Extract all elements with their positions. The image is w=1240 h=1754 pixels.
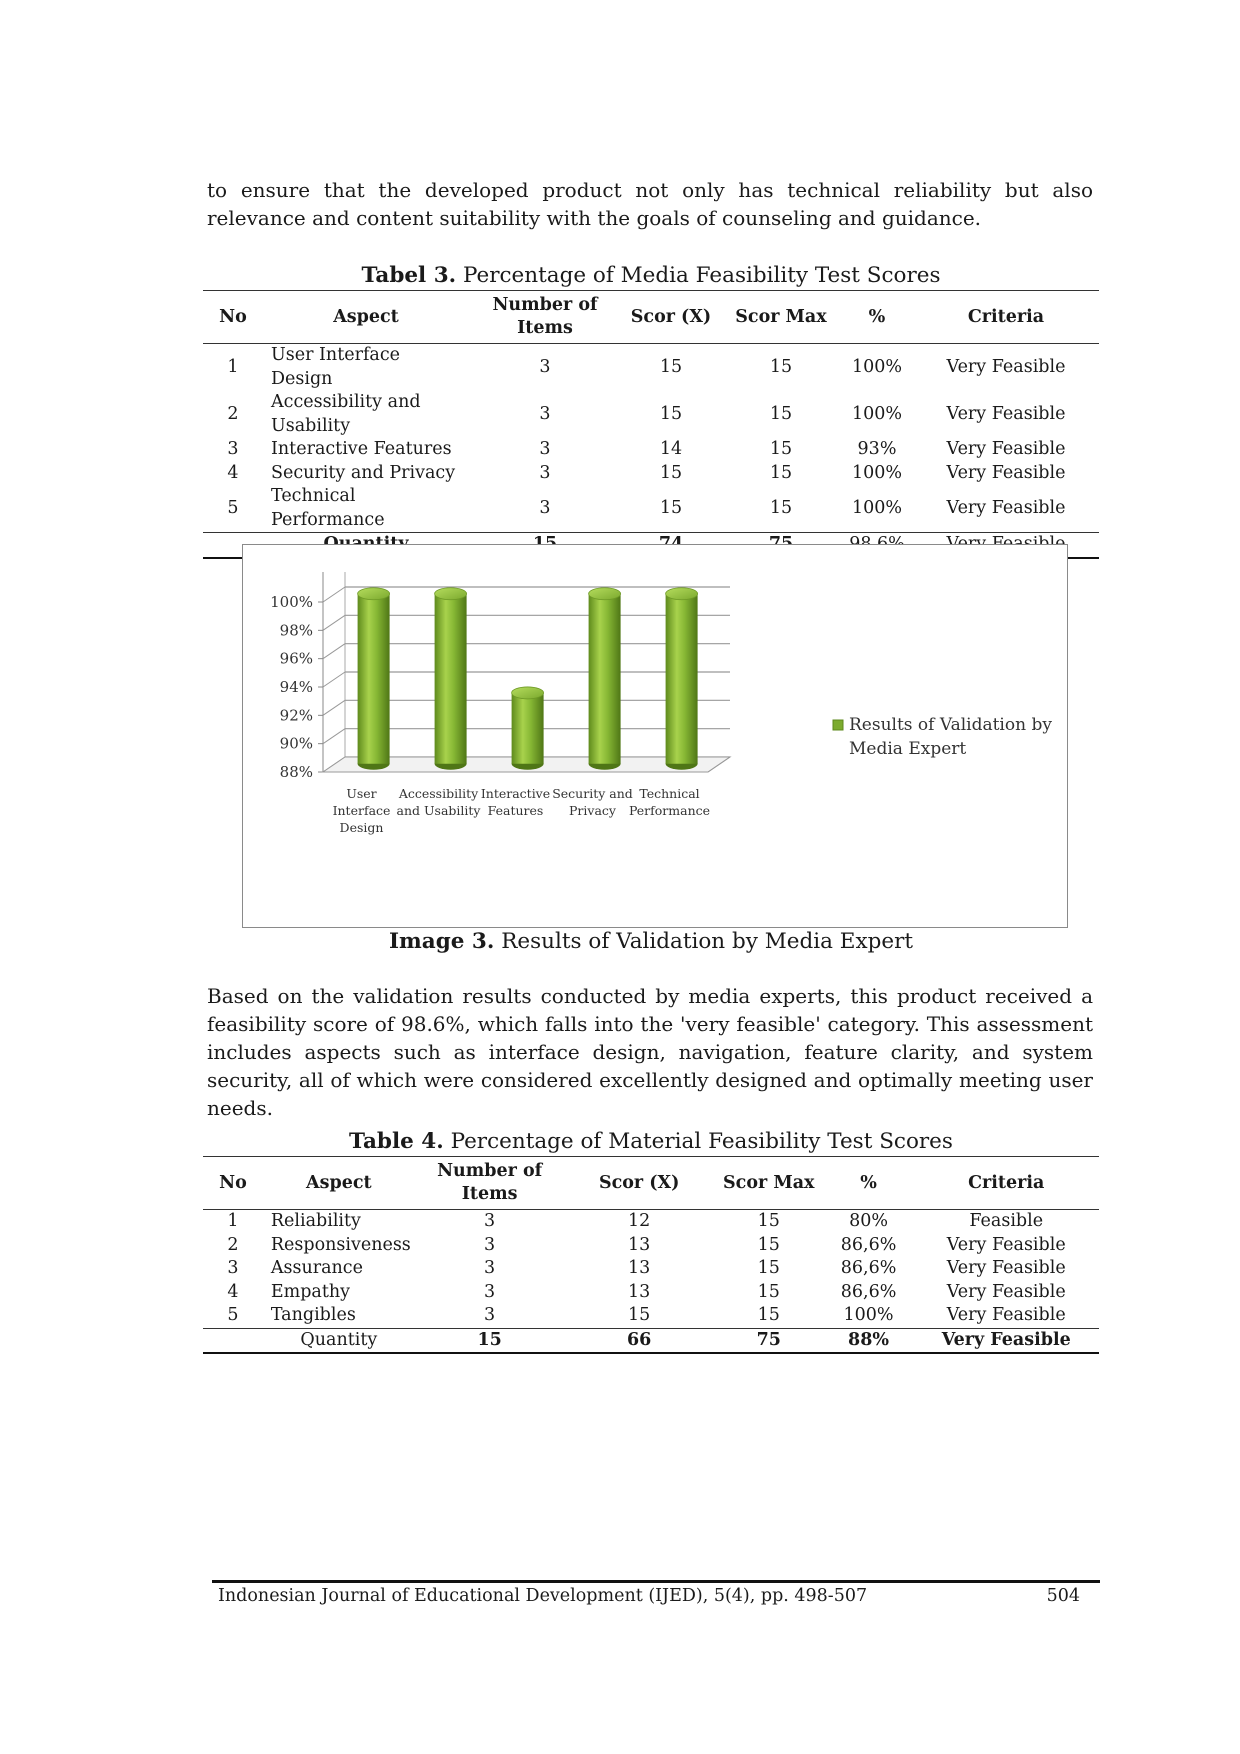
bar-body (512, 693, 544, 764)
table-cell: 15 (659, 462, 683, 483)
table-cell: Very Feasible (946, 356, 1066, 377)
footer-journal: Indonesian Journal of Educational Development (IJED), 5(4), pp. 498-507 (218, 1586, 868, 1606)
table3-header-cell: Criteria (913, 291, 1099, 344)
table-cell: 15 (757, 1211, 780, 1231)
bar-cap (589, 588, 621, 600)
table-cell: 3 (484, 1234, 496, 1255)
table-cell: 15 (757, 1234, 780, 1255)
table3-caption (203, 262, 1099, 290)
x-tick-label: Design (339, 820, 384, 835)
table-total-cell: Quantity (263, 1328, 415, 1353)
x-tick-label: and Usability (396, 803, 481, 818)
table-cell: Tangibles (270, 1305, 356, 1325)
table-cell: Feasible (969, 1211, 1044, 1231)
table3-body (203, 344, 1099, 558)
table-cell: Empathy (270, 1281, 351, 1302)
table-cell: 3 (539, 439, 551, 459)
table-total-cell: Very Feasible (913, 1328, 1099, 1353)
table-cell: Very Feasible (946, 1305, 1066, 1325)
table4-header-cell: Scor Max (714, 1157, 824, 1210)
table3 (203, 290, 1099, 559)
table4-header-cell: No (203, 1157, 263, 1210)
table3-header-cell: No (203, 291, 263, 344)
y-tick-label: 94% (279, 678, 313, 696)
footer-rule (212, 1580, 1100, 1583)
table-cell: User Interface Design (271, 345, 401, 389)
legend-label: Results of Validation by (849, 715, 1052, 735)
table-cell: 4 (227, 1281, 239, 1302)
table-row (203, 344, 1099, 392)
table-row (203, 462, 1099, 486)
table4-body (203, 1210, 1099, 1354)
bar-body (666, 594, 698, 764)
bar-cap (666, 588, 698, 600)
bar (435, 588, 467, 770)
table-total-cell: 75 (714, 1328, 824, 1353)
bar-chart (243, 545, 1067, 927)
table-cell: 5 (227, 1305, 239, 1325)
table4-header-cell: Number of Items (415, 1157, 565, 1210)
table-cell: Very Feasible (946, 1281, 1066, 1302)
gridline-slant (323, 587, 345, 602)
table4-header-cell: Aspect (263, 1157, 415, 1210)
table-cell: Reliability (270, 1211, 361, 1231)
table-cell: 12 (628, 1211, 651, 1231)
table3-caption-label: Tabel 3. (361, 263, 457, 288)
table3-header-cell: % (841, 291, 913, 344)
table4-caption-label: Table 4. (349, 1129, 444, 1154)
table-cell: 5 (227, 497, 239, 518)
table-cell: Assurance (270, 1258, 363, 1278)
body-paragraph: Based on the validation results conducted by media experts, this product received a feasibility score of 98.6%, which falls into the 'very feasible' category. This assessment includes aspects such as interface design, navigation, feature clarity, and system security, all of which were considered excellently designed and optimally meeting user needs. (207, 984, 1093, 1120)
gridline-slant (323, 700, 345, 715)
table-row (203, 1281, 1099, 1305)
x-tick-label: Interactive (480, 786, 551, 801)
table-cell: 3 (484, 1305, 496, 1325)
bar (358, 588, 390, 770)
table-cell: 15 (769, 403, 793, 424)
table-cell: 1 (227, 356, 239, 377)
y-tick-label: 98% (279, 621, 313, 640)
gridline-slant (323, 672, 345, 687)
table-cell: 15 (757, 1281, 780, 1302)
table-cell: Very Feasible (946, 403, 1066, 424)
bar-body (358, 594, 390, 764)
table-cell: 13 (628, 1258, 651, 1278)
table-cell: Very Feasible (946, 497, 1066, 518)
table-row (203, 391, 1099, 438)
table-cell: 100% (851, 403, 903, 424)
y-tick-label: 100% (270, 593, 313, 611)
table-cell: 15 (769, 497, 793, 518)
table-cell: 3 (539, 356, 551, 377)
table3-header-cell: Scor (X) (621, 291, 721, 344)
table-cell: Security and Privacy (271, 462, 456, 483)
table-cell: 100% (843, 1305, 894, 1325)
table-row (203, 1304, 1099, 1328)
x-tick-label: Technical (639, 786, 700, 801)
intro-paragraph: to ensure that the developed product not only has technical reliability but also relevance and content suitability with the goals of counseling and guidance. (207, 178, 1093, 230)
table-cell: 3 (484, 1281, 496, 1302)
bar-body (589, 594, 621, 764)
table-row (203, 1234, 1099, 1258)
chart-y-ticks (270, 593, 313, 781)
table-cell: Very Feasible (946, 1234, 1066, 1255)
table4-header-cell: % (824, 1157, 914, 1210)
table-total-row (203, 1328, 1099, 1353)
image3-caption-label: Image 3. (389, 929, 495, 954)
table-cell: Accessibility and Usability (271, 392, 421, 436)
table-cell: Technical Performance (271, 486, 385, 530)
table3-header-cell: Number of Items (469, 291, 621, 344)
bar-cap (358, 588, 390, 600)
table-cell: 14 (659, 439, 683, 459)
table-cell: Very Feasible (946, 1258, 1066, 1278)
table-cell: 13 (628, 1234, 651, 1255)
table-total-cell: 88% (824, 1328, 914, 1353)
table-row (203, 438, 1099, 462)
table-cell: 3 (227, 1258, 239, 1278)
table3-header-cell: Scor Max (721, 291, 841, 344)
legend-label: Media Expert (849, 739, 967, 759)
table-cell: 3 (539, 497, 551, 518)
bar (589, 588, 621, 770)
table-cell: 100% (851, 497, 903, 518)
table-cell: 3 (539, 403, 551, 424)
y-tick-label: 96% (279, 649, 313, 668)
y-tick-label: 90% (279, 734, 313, 753)
table-cell: 2 (227, 403, 239, 424)
table-total-cell: 15 (415, 1328, 565, 1353)
table-cell: 86,6% (840, 1258, 897, 1278)
table-cell: 3 (539, 462, 551, 483)
table3-caption-text: Percentage of Media Feasibility Test Scores (463, 263, 941, 288)
table4 (203, 1156, 1099, 1354)
table-cell: 93% (857, 439, 897, 459)
table-cell: Very Feasible (946, 462, 1066, 483)
table4-caption-text: Percentage of Material Feasibility Test Scores (450, 1129, 953, 1154)
table-cell: 1 (227, 1211, 239, 1231)
table-cell: 15 (659, 497, 683, 518)
table-cell: 80% (849, 1211, 888, 1231)
legend-swatch (833, 720, 843, 730)
chart-frame (242, 544, 1068, 928)
x-tick-label: Performance (628, 803, 711, 818)
table-cell: 4 (227, 462, 239, 483)
x-tick-label: Privacy (569, 803, 616, 818)
x-tick-label: Interface (332, 803, 391, 818)
table-cell: 86,6% (840, 1281, 897, 1302)
footer-page-number: 504 (1046, 1586, 1080, 1606)
table4-header-row (203, 1157, 1099, 1210)
gridline-slant (323, 729, 345, 744)
table-cell: 15 (757, 1258, 780, 1278)
image3-caption-text: Results of Validation by Media Expert (501, 929, 913, 954)
table4-header-cell: Criteria (913, 1157, 1099, 1210)
table-cell: 15 (659, 403, 683, 424)
chart-x-ticks (333, 786, 710, 835)
table-cell: 15 (769, 356, 793, 377)
chart-legend (833, 715, 1052, 759)
table-cell: 15 (757, 1305, 780, 1325)
table3-header-cell: Aspect (263, 291, 469, 344)
y-tick-label: 88% (279, 763, 313, 781)
gridline-slant (323, 644, 345, 659)
table-cell: Very Feasible (946, 439, 1066, 459)
bar-cap (435, 588, 467, 600)
table-row (203, 1257, 1099, 1281)
x-tick-label: User (346, 786, 377, 801)
x-tick-label: Features (487, 803, 544, 818)
gridline-slant (323, 615, 345, 630)
table-total-cell: 66 (564, 1328, 713, 1353)
table-cell: 2 (227, 1234, 239, 1255)
table-cell: 86,6% (840, 1234, 897, 1255)
table-cell: Interactive Features (271, 439, 452, 459)
image3-caption (203, 928, 1099, 956)
table-cell: 15 (628, 1305, 651, 1325)
table-row (203, 1210, 1099, 1234)
table-cell: 15 (659, 356, 683, 377)
table3-header-row (203, 291, 1099, 344)
table-cell: 13 (628, 1281, 651, 1302)
bar (666, 588, 698, 770)
table-cell: 100% (851, 356, 903, 377)
table-row (203, 485, 1099, 533)
x-tick-label: Accessibility (398, 786, 479, 801)
table4-caption (203, 1128, 1099, 1156)
table-total-cell (203, 1328, 263, 1353)
table-cell: 15 (769, 462, 793, 483)
table-cell: 3 (484, 1211, 496, 1231)
table-cell: 15 (769, 439, 793, 459)
table-cell: 100% (851, 462, 903, 483)
table-cell: 3 (227, 439, 239, 459)
table-cell: 3 (484, 1258, 496, 1278)
table-cell: Responsiveness (270, 1234, 411, 1255)
bar-cap (512, 687, 544, 699)
x-tick-label: Security and (552, 786, 633, 801)
y-tick-label: 92% (279, 706, 313, 725)
bar-body (435, 594, 467, 764)
table4-header-cell: Scor (X) (564, 1157, 713, 1210)
bar (512, 687, 544, 770)
